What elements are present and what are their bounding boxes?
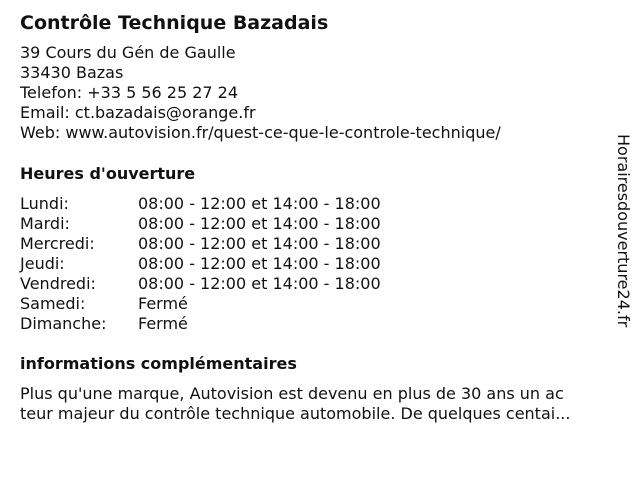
hours-day: Mercredi: [20, 234, 95, 253]
hours-day: Mardi: [20, 214, 70, 233]
hours-day: Lundi: [20, 194, 69, 213]
hours-time: 08:00 - 12:00 et 14:00 - 18:00 [138, 234, 381, 253]
hours-time: 08:00 - 12:00 et 14:00 - 18:00 [138, 254, 381, 273]
hours-time: 08:00 - 12:00 et 14:00 - 18:00 [138, 274, 381, 293]
info-line: teur majeur du contrôle technique automobile. De quelques centai... [20, 404, 571, 423]
hours-row-dimanche [20, 314, 381, 334]
business-name: Contrôle Technique Bazadais [20, 12, 329, 34]
hours-day: Jeudi: [20, 254, 65, 273]
phone-text: Telefon: +33 5 56 25 27 24 [20, 83, 239, 102]
hours-day: Samedi: [20, 294, 86, 313]
email-text: Email: ct.bazadais@orange.fr [20, 103, 256, 122]
hours-row-samedi [20, 294, 381, 314]
contact-block [20, 43, 501, 143]
hours-heading: Heures d'ouverture [20, 164, 196, 183]
website-text: Web: www.autovision.fr/quest-ce-que-le-controle-technique/ [20, 123, 501, 142]
hours-row-mercredi [20, 234, 381, 254]
hours-time: Fermé [138, 314, 188, 333]
hours-row-vendredi [20, 274, 381, 294]
side-brand-watermark: Horairesdouverture24.fr [614, 134, 633, 328]
hours-row-jeudi [20, 254, 381, 274]
hours-day: Vendredi: [20, 274, 96, 293]
hours-day: Dimanche: [20, 314, 107, 333]
hours-time: Fermé [138, 294, 188, 313]
hours-time: 08:00 - 12:00 et 14:00 - 18:00 [138, 194, 381, 213]
hours-row-lundi [20, 194, 381, 214]
address-city: 33430 Bazas [20, 63, 124, 82]
address-street: 39 Cours du Gén de Gaulle [20, 43, 236, 62]
info-description [20, 384, 620, 424]
hours-row-mardi [20, 214, 381, 234]
hours-table [20, 194, 381, 334]
info-line: Plus qu'une marque, Autovision est devenu en plus de 30 ans un ac [20, 384, 564, 403]
info-heading: informations complémentaires [20, 354, 297, 373]
hours-time: 08:00 - 12:00 et 14:00 - 18:00 [138, 214, 381, 233]
